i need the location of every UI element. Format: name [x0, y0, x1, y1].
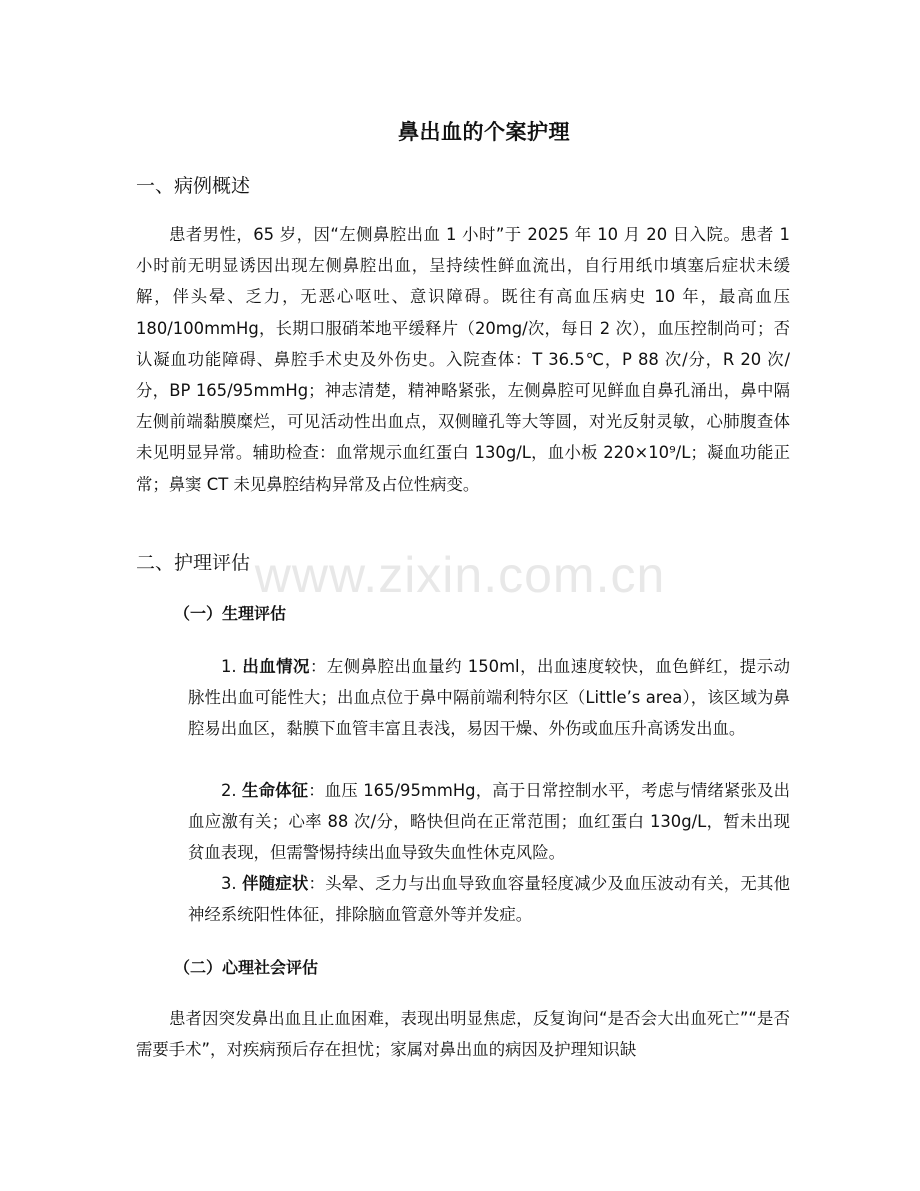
assessment-item-symptoms	[188, 868, 790, 930]
item-text: ：头晕、乏力与出血导致血容量轻度减少及血压波动有关，无其他神经系统阳性体征，排除脑血管意外等并发症。	[188, 874, 791, 925]
assessment-item-bleeding	[188, 651, 790, 745]
item-number: 1.	[221, 657, 243, 676]
item-text: ：左侧鼻腔出血量约 150ml，出血速度较快，血色鲜红，提示动脉性出血可能性大；出血点位于鼻中隔前端利特尔区（Little’s area），该区域为鼻腔易出血区，黏膜下血管丰富且表浅，易因干燥、外伤或血压升高诱发出血。	[188, 657, 790, 739]
item-keyword: 出血情况	[242, 657, 310, 676]
assessment-item-vital-signs	[188, 775, 790, 869]
section-heading-nursing-assessment: 二、护理评估	[136, 552, 251, 574]
item-keyword: 伴随症状	[242, 874, 309, 893]
case-overview-paragraph: 患者男性，65 岁，因“左侧鼻腔出血 1 小时”于 2025 年 10 月 20 日入院。患者 1 小时前无明显诱因出现左侧鼻腔出血，呈持续性鲜血流出，自行用纸巾填塞后症状未缓解，伴头晕、乏力，无恶心呕吐、意识障碍。既往有高血压病史 10 年，最高血压 180/100mmHg，长期口服硝苯地平缓释片（20mg/次，每日 2 次），血压控制尚可；否认凝血功能障碍、鼻腔手术史及外伤史。入院查体：T 36.5℃，P 88 次/分，R 20 次/分，BP 165/95mmHg；神志清楚，精神略紧张，左侧鼻腔可见鲜血自鼻孔涌出，鼻中隔左侧前端黏膜糜烂，可见活动性出血点，双侧瞳孔等大等圆，对光反射灵敏，心肺腹查体未见明显异常。辅助检查：血常规示血红蛋白 130g/L，血小板 220×10⁹/L；凝血功能正常；鼻窦 CT 未见鼻腔结构异常及占位性病变。	[136, 225, 790, 494]
item-number: 2.	[221, 781, 243, 800]
subheading-psychosocial-assessment: （二）心理社会评估	[174, 958, 319, 977]
item-number: 3.	[221, 874, 243, 893]
subheading-physiological-assessment: （一）生理评估	[174, 604, 287, 623]
document-title: 鼻出血的个案护理	[398, 120, 570, 144]
psychosocial-paragraph: 患者因突发鼻出血且止血困难，表现出明显焦虑，反复询问“是否会大出血死亡”“是否需要手术”，对疾病预后存在担忧；家属对鼻出血的病因及护理知识缺	[136, 1009, 790, 1060]
watermark: www.zixin.com.cn	[254, 547, 666, 603]
item-keyword: 生命体征	[242, 781, 309, 800]
section-heading-case-overview: 一、病例概述	[136, 175, 251, 197]
item-text: ：血压 165/95mmHg，高于日常控制水平，考虑与情绪紧张及出血应激有关；心率 88 次/分，略快但尚在正常范围；血红蛋白 130g/L，暂未出现贫血表现，但需警惕持续出血导致失血性休克风险。	[188, 781, 790, 863]
